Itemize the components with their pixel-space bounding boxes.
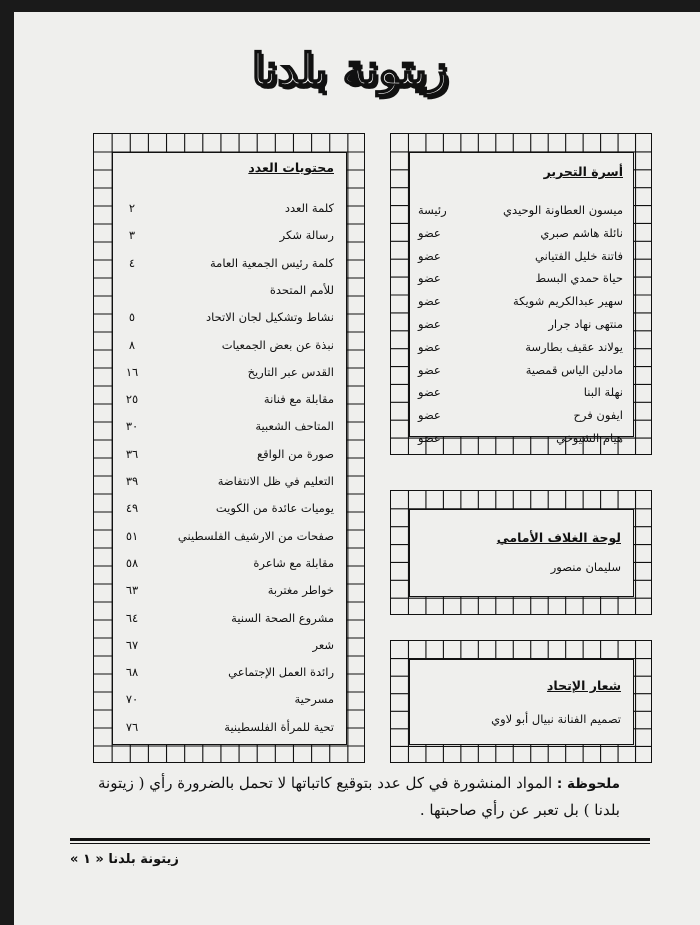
magazine-title: زيتونة بلدنا <box>251 45 449 96</box>
editorial-title: أسرة التحرير <box>543 164 623 179</box>
editorial-member <box>418 271 623 285</box>
contents-item <box>119 228 334 242</box>
contents-item <box>119 611 334 625</box>
cover-artist: سليمان منصور <box>550 560 621 574</box>
contents-item-title: رسالة شكر <box>279 228 334 243</box>
contents-item-page: ٧٦ <box>125 719 139 734</box>
editorial-member <box>418 363 623 377</box>
contents-item <box>119 419 334 433</box>
contents-list <box>119 153 334 744</box>
contents-item-page: ٤٩ <box>125 501 139 516</box>
member-role: رئيسة <box>418 203 447 217</box>
editorial-member <box>418 340 623 354</box>
contents-item-page: ٢٥ <box>125 392 139 407</box>
contents-item <box>119 310 334 324</box>
contents-item-page: ٧٠ <box>125 692 139 707</box>
contents-frame <box>93 133 365 763</box>
contents-item-title: مسرحية <box>294 692 334 707</box>
disclaimer-note <box>90 770 620 823</box>
contents-item-page: ٣٩ <box>125 474 139 488</box>
contents-item <box>119 365 334 379</box>
contents-item <box>119 665 334 679</box>
contents-item-title: صورة من الواقع <box>257 446 334 461</box>
contents-panel <box>112 152 347 745</box>
member-name: نائلة هاشم صبري <box>540 225 623 240</box>
contents-item-title: تحية للمرأة الفلسطينية <box>224 719 334 734</box>
footer-rule-thin <box>70 843 650 844</box>
member-name: هيام الشيوخي <box>556 431 623 445</box>
member-name: مادلين الياس قمصية <box>525 362 623 377</box>
editorial-member <box>418 408 623 422</box>
editorial-member <box>418 317 623 331</box>
contents-item <box>119 638 334 652</box>
member-role: عضو <box>418 362 441 377</box>
note-label: ملحوظة : <box>556 776 620 792</box>
contents-item-title: خواطر مغتربة <box>267 583 334 598</box>
member-name: يولاند عقيف بطارسة <box>525 339 623 354</box>
contents-item-page <box>119 283 145 297</box>
editorial-member <box>418 294 623 308</box>
contents-item-page: ٦٨ <box>125 665 139 680</box>
editorial-member <box>418 431 623 445</box>
cover-title: لوحة الغلاف الأمامي <box>496 530 621 545</box>
editorial-member <box>418 249 623 263</box>
contents-item <box>119 392 334 406</box>
editorial-member <box>418 203 623 217</box>
contents-item-page: ٦٣ <box>125 583 139 598</box>
contents-title: محتويات العدد <box>248 160 334 175</box>
cover-panel <box>409 509 634 597</box>
contents-item-page: ٣ <box>128 228 136 243</box>
contents-item-page: ٥ <box>128 310 136 325</box>
contents-item-title: صفحات من الارشيف الفلسطيني <box>177 528 334 543</box>
member-role: عضو <box>418 339 441 354</box>
member-role: عضو <box>418 225 441 240</box>
contents-item <box>119 283 334 297</box>
contents-item-page: ٢ <box>128 201 136 215</box>
member-role: عضو <box>418 385 441 400</box>
member-name: ميسون العطاونة الوحيدي <box>503 203 623 217</box>
member-name: حياة حمدي البسط <box>535 271 623 286</box>
contents-item <box>119 474 334 488</box>
contents-item-title: رائدة العمل الإجتماعي <box>228 665 334 680</box>
contents-item <box>119 720 334 734</box>
contents-item <box>119 692 334 706</box>
contents-item-title: التعليم في ظل الانتفاضة <box>217 474 334 488</box>
contents-item <box>119 556 334 570</box>
emblem-frame <box>390 640 652 763</box>
footer-page-label: زيتونة بلدنا « ١ » <box>70 852 179 867</box>
emblem-title: شعار الإتحاد <box>547 678 621 693</box>
emblem-panel <box>409 659 634 745</box>
editorial-frame <box>390 133 652 455</box>
contents-item-title: يوميات عائدة من الكويت <box>215 501 334 516</box>
cover-frame <box>390 490 652 615</box>
contents-item-page: ٣٠ <box>125 419 139 434</box>
contents-item-title: مشروع الصحة السنية <box>231 610 334 625</box>
member-name: سهير عبدالكريم شويكة <box>513 294 623 309</box>
contents-item-page: ٨ <box>128 337 136 352</box>
contents-item <box>119 256 334 270</box>
contents-item-title: نشاط وتشكيل لجان الاتحاد <box>206 310 334 325</box>
contents-item <box>119 501 334 515</box>
member-name: منتهى نهاد جرار <box>548 317 623 331</box>
contents-item-page: ٥٨ <box>125 555 139 570</box>
member-role: عضو <box>418 317 441 331</box>
contents-item-page: ٣٦ <box>125 446 139 461</box>
contents-item <box>119 447 334 461</box>
contents-item-title: القدس عبر التاريخ <box>247 364 334 379</box>
editorial-member <box>418 385 623 399</box>
contents-item-page: ٦٤ <box>125 610 139 625</box>
contents-item-title: كلمة العدد <box>284 201 334 215</box>
contents-item-page: ٥١ <box>125 528 139 543</box>
member-role: عضو <box>418 248 441 263</box>
contents-item-title: شعر <box>312 637 334 652</box>
contents-item-page: ٦٧ <box>125 637 139 652</box>
contents-item-title: للأمم المتحدة <box>269 282 334 297</box>
contents-item-page: ٤ <box>128 255 136 270</box>
editorial-member <box>418 226 623 240</box>
emblem-designer: تصميم الفنانة نبيال أبو لاوي <box>491 712 621 726</box>
contents-item <box>119 583 334 597</box>
footer-rule-thick <box>70 838 650 841</box>
contents-item-title: المتاحف الشعبية <box>255 419 334 434</box>
contents-item-title: كلمة رئيس الجمعية العامة <box>210 255 334 270</box>
contents-item <box>119 529 334 543</box>
member-name: نهلة البنا <box>583 385 623 400</box>
editorial-list <box>418 153 623 445</box>
member-name: فاتنة خليل الفتياني <box>535 248 623 263</box>
contents-item <box>119 338 334 352</box>
contents-item-title: مقابلة مع فنانة <box>263 392 334 407</box>
contents-item-title: نبذة عن بعض الجمعيات <box>221 337 334 352</box>
member-role: عضو <box>418 431 441 445</box>
member-role: عضو <box>418 271 441 286</box>
note-text: المواد المنشورة في كل عدد بتوقيع كاتباتها لا تحمل بالضرورة رأي ( زيتونة بلدنا ) بل تعبر عن رأي صاحبتها . <box>97 774 620 819</box>
member-role: عضو <box>418 408 441 423</box>
member-role: عضو <box>418 294 441 309</box>
contents-item-page: ١٦ <box>125 364 139 379</box>
contents-item <box>119 201 334 215</box>
member-name: ايفون فرح <box>573 408 623 423</box>
editorial-panel <box>409 152 634 445</box>
contents-item-title: مقابلة مع شاعرة <box>253 555 334 570</box>
